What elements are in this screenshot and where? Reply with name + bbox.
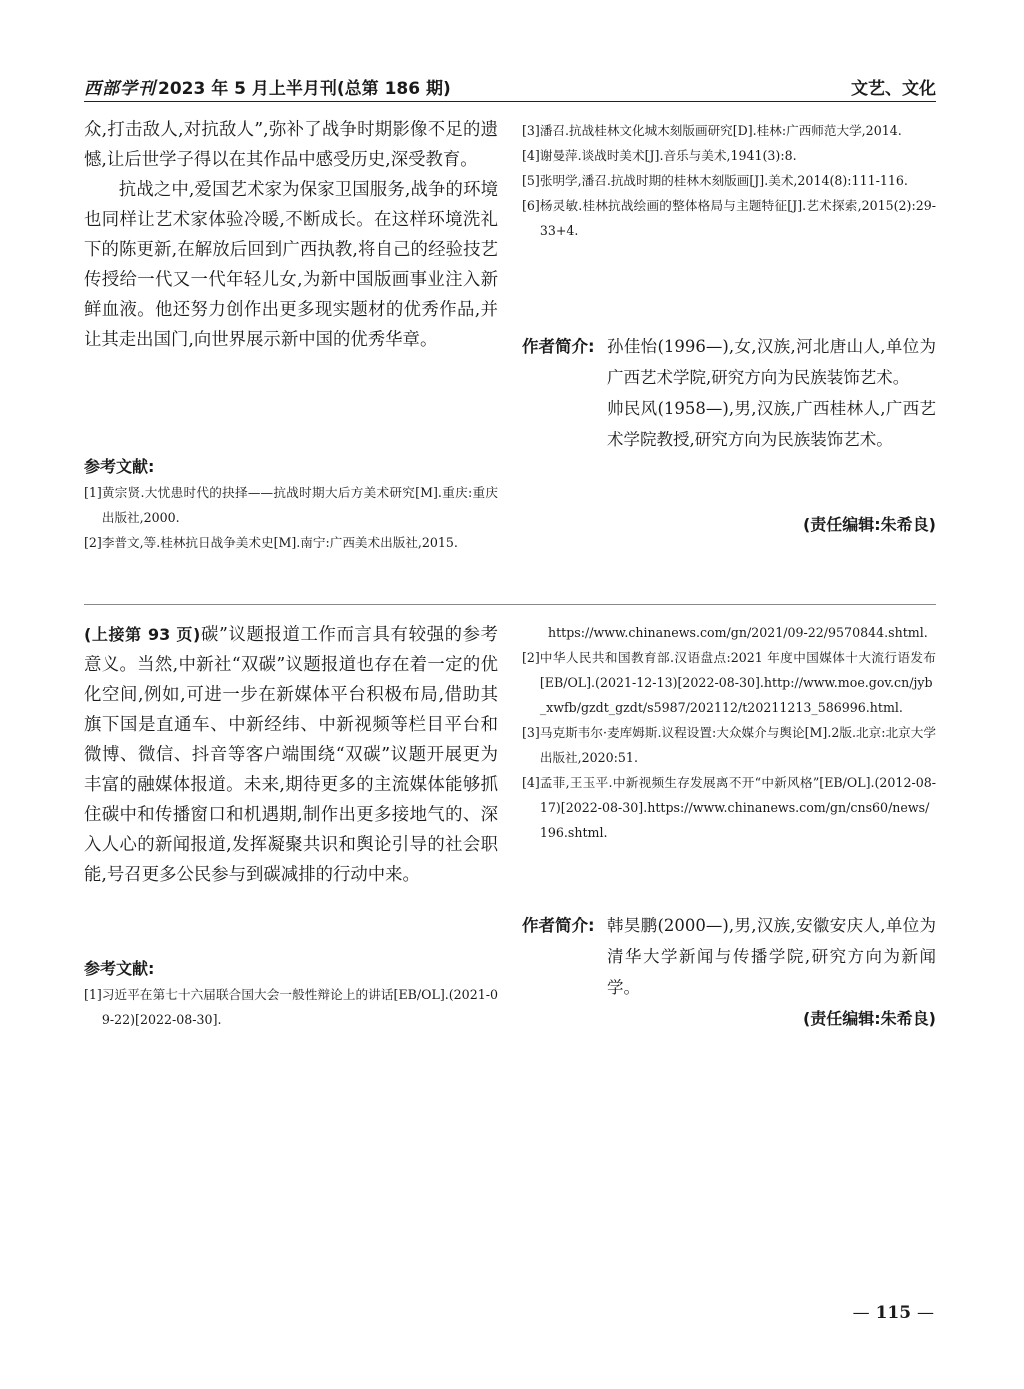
reference-item: [2] 李普文,等.桂林抗日战争美术史[M].南宁:广西美术出版社,2015. [84,535,458,550]
section-title: 文艺、文化 [851,79,936,99]
author-bio-label: 作者简介: [522,916,595,935]
body-paragraph: 众,打击敌人,对抗敌人”,弥补了战争时期影像不足的遗憾,让后世学子得以在其作品中感受历史,深受教育。 [84,120,498,170]
references-list [84,982,498,1032]
reference-item: [2] 中华人民共和国教育部.汉语盘点:2021 年度中国媒体十大流行语发布[EB/OL].(2021-12-13)[2022-08-30].http://www.moe.gov.cn/jyb_xwfb/gzdt_gzdt/s5987/202112/t20211213_586996.html. [522,650,936,715]
reference-item: [5] 张明学,潘召.抗战时期的桂林木刻版画[J].美术,2014(8):111-116. [522,173,908,188]
reference-item: [6] 杨灵敏.桂林抗战绘画的整体格局与主题特征[J].艺术探索,2015(2):29-33+4. [522,198,936,238]
reference-item: [4] 谢曼萍.谈战时美术[J].音乐与美术,1941(3):8. [522,148,797,163]
body-paragraph: (上接第 93 页)碳”议题报道工作而言具有较强的参考意义。当然,中新社“双碳”议题报道也存在着一定的优化空间,例如,可进一步在新媒体平台积极布局,借助其旗下国是直通车、中新经纬、中新视频等栏目平台和微博、微信、抖音等客户端围绕“双碳”议题开展更为丰富的融媒体报道。未来,期待更多的主流媒体能够抓住碳中和传播窗口和机遇期,制作出更多接地气的、深入人心的新闻报道,发挥凝聚共识和舆论引导的社会职能,号召更多公民参与到碳减排的行动中来。 [84,625,498,885]
references-heading: 参考文献: [84,457,155,476]
author-bio [522,331,936,455]
continued-from-note: (上接第 93 页) [84,625,201,644]
responsible-editor: (责任编辑:朱希良) [802,515,936,534]
author-entry: 帅民风(1958—),男,汉族,广西桂林人,广西艺术学院教授,研究方向为民族装饰艺术。 [607,399,936,449]
issue-info: 2023 年 5 月上半月刊(总第 186 期) [158,79,451,99]
bottom-left-body [84,620,498,890]
reference-continuation: https://www.chinanews.com/gn/2021/09-22/9570844.shtml. [548,625,928,640]
reference-item: [1] 黄宗贤.大忧患时代的抉择——抗战时期大后方美术研究[M].重庆:重庆出版社,2000. [84,485,498,525]
top-left-body [84,115,498,355]
author-entry: 孙佳怡(1996—),女,汉族,河北唐山人,单位为广西艺术学院,研究方向为民族装饰艺术。 [607,337,936,387]
header-rule [84,101,936,102]
author-entry: 韩昊鹏(2000—),男,汉族,安徽安庆人,单位为清华大学新闻与传播学院,研究方向为新闻学。 [607,916,936,997]
author-bio-label: 作者简介: [522,337,595,356]
page-number: — 115 — [852,1303,934,1323]
reference-item: [3] 潘召.抗战桂林文化城木刻版画研究[D].桂林:广西师范大学,2014. [522,123,902,138]
reference-item: [4] 孟菲,王玉平.中新视频生存发展离不开“中新风格”[EB/OL].(2012-08-17)[2022-08-30].https://www.chinanews.com/gn/cns60/news/196.shtml. [522,775,936,840]
running-header-left [84,74,451,99]
references-heading: 参考文献: [84,959,155,978]
author-bio [522,910,936,1003]
article-divider [84,604,936,605]
references-list-continued [522,620,936,845]
references-list-continued [522,118,936,243]
journal-logo: 西部学刊 [84,79,156,99]
responsible-editor: (责任编辑:朱希良) [802,1009,936,1028]
reference-item: [1] 习近平在第七十六届联合国大会一般性辩论上的讲话[EB/OL].(2021-09-22)[2022-08-30]. [84,987,498,1027]
reference-item: [3] 马克斯韦尔·麦库姆斯.议程设置:大众媒介与舆论[M].2版.北京:北京大学出版社,2020:51. [522,725,936,765]
references-list [84,480,498,555]
body-paragraph: 抗战之中,爱国艺术家为保家卫国服务,战争的环境也同样让艺术家体验冷暖,不断成长。在这样环境洗礼下的陈更新,在解放后回到广西执教,将自己的经验技艺传授给一代又一代年轻儿女,为新中国版画事业注入新鲜血液。他还努力创作出更多现实题材的优秀作品,并让其走出国门,向世界展示新中国的优秀华章。 [84,180,498,350]
